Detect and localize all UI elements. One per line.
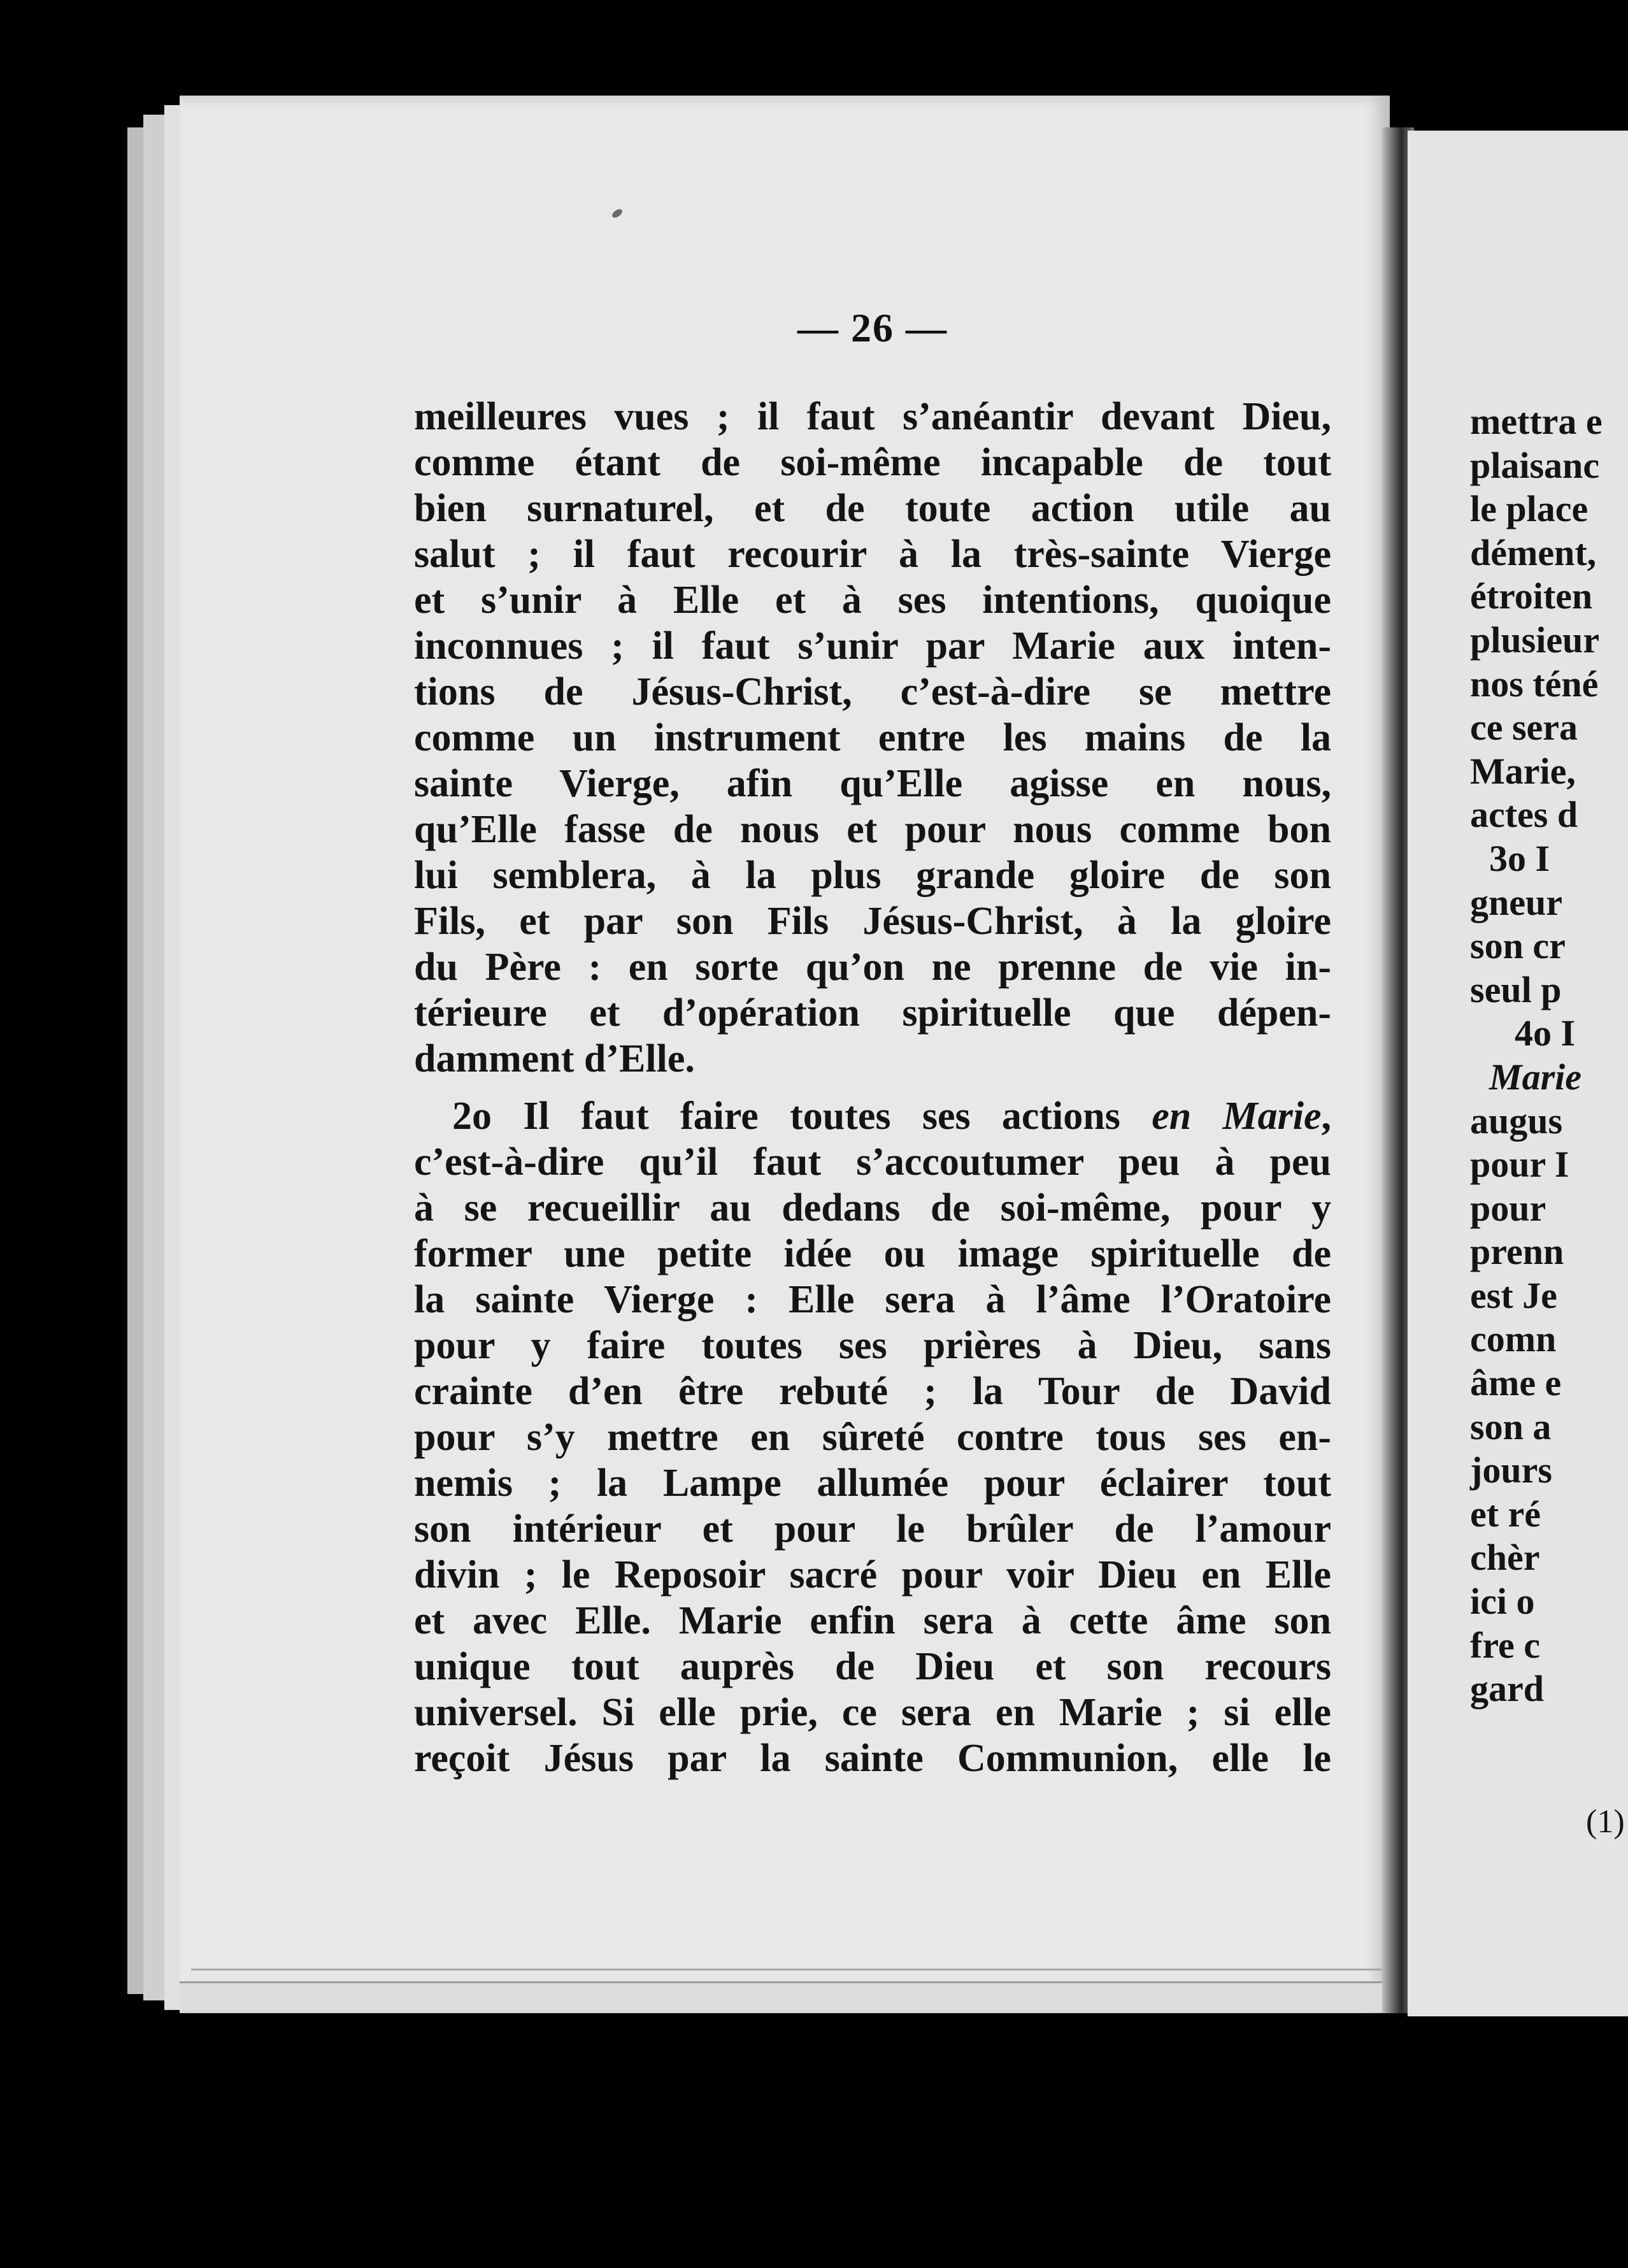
- paragraph-2-first-line: [414, 1093, 1331, 1139]
- truncated-text-line: prenn: [1470, 1231, 1564, 1273]
- text-line: comme un instrument entre les mains de la: [414, 716, 1331, 759]
- text-line: tions de Jésus-Christ, c’est-à-dire se mettre: [414, 670, 1331, 714]
- truncated-text-line: âme e: [1470, 1362, 1562, 1404]
- text-line: meilleures vues ; il faut s’anéantir devant Dieu,: [414, 395, 1331, 438]
- text-line: Fils, et par son Fils Jésus-Christ, à la gloire: [414, 900, 1331, 943]
- truncated-text-line: pour: [1470, 1187, 1546, 1229]
- page-number: — 26 —: [797, 305, 948, 350]
- text-line: bien surnaturel, et de toute action utile au: [414, 487, 1331, 530]
- truncated-text-line: gneur: [1470, 881, 1562, 923]
- truncated-text-line: nos téné: [1470, 663, 1599, 705]
- footnote-marker: (1): [1586, 1804, 1625, 1840]
- text-line: universel. Si elle prie, ce sera en Marie ; si elle: [414, 1691, 1331, 1734]
- text-line: nemis ; la Lampe allumée pour éclairer tout: [414, 1461, 1331, 1505]
- page-bottom-edge: [191, 1943, 1401, 1970]
- text-line: du Père : en sorte qu’on ne prenne de vie in-: [414, 945, 1331, 989]
- truncated-text-line: ce sera: [1470, 707, 1578, 749]
- truncated-text-line: jours: [1470, 1449, 1552, 1491]
- truncated-text-line: son cr: [1470, 925, 1566, 967]
- truncated-text-line: son a: [1470, 1405, 1552, 1447]
- page-bottom-edge: [180, 1981, 1403, 2012]
- right-page-body-text: [1470, 400, 1628, 1711]
- text-run: ,: [1321, 1095, 1331, 1138]
- truncated-text-line: dément,: [1470, 531, 1597, 573]
- truncated-text-line: est Je: [1470, 1274, 1557, 1316]
- truncated-text-line: comn: [1470, 1318, 1557, 1360]
- text-line: lui semblera, à la plus grande gloire de son: [414, 854, 1331, 897]
- text-line: damment d’Elle.: [414, 1037, 695, 1080]
- truncated-text-line: étroiten: [1470, 575, 1593, 617]
- truncated-text-line: actes d: [1470, 794, 1578, 836]
- truncated-text-line: chèr: [1470, 1537, 1540, 1579]
- text-line: c’est-à-dire qu’il faut s’accoutumer peu à peu: [414, 1140, 1331, 1184]
- text-line: et s’unir à Elle et à ses intentions, quoique: [414, 578, 1331, 622]
- text-line: pour y faire toutes ses prières à Dieu, sans: [414, 1324, 1331, 1367]
- truncated-text-line: plaisanc: [1470, 444, 1600, 486]
- text-run: 2o Il faut faire toutes ses actions: [452, 1095, 1152, 1138]
- truncated-text-line: plusieur: [1470, 619, 1600, 661]
- text-line: inconnues ; il faut s’unir par Marie aux inten-: [414, 624, 1331, 668]
- text-line: sainte Vierge, afin qu’Elle agisse en nous,: [414, 762, 1331, 805]
- italic-text-run: en Marie: [1152, 1095, 1322, 1138]
- truncated-text-line: ici o: [1470, 1581, 1535, 1623]
- truncated-text-line: pour I: [1470, 1144, 1569, 1186]
- text-line: et avec Elle. Marie enfin sera à cette âme son: [414, 1599, 1331, 1642]
- text-line: térieure et d’opération spirituelle que dépen-: [414, 991, 1331, 1035]
- truncated-text-line: fre c: [1470, 1624, 1540, 1666]
- text-line: son intérieur et pour le brûler de l’amour: [414, 1507, 1331, 1551]
- text-line: comme étant de soi-même incapable de tout: [414, 441, 1331, 484]
- truncated-text-line: mettra e: [1470, 401, 1603, 442]
- truncated-text-line: et ré: [1470, 1493, 1541, 1535]
- text-line: former une petite idée ou image spirituelle de: [414, 1232, 1331, 1275]
- text-line: à se recueillir au dedans de soi-même, pour y: [414, 1186, 1331, 1230]
- truncated-text-line: 4o I: [1515, 1012, 1576, 1054]
- truncated-text-line: Marie,: [1470, 750, 1576, 792]
- truncated-text-line: Marie: [1489, 1056, 1582, 1098]
- truncated-text-line: 3o I: [1489, 837, 1550, 879]
- text-line: reçoit Jésus par la sainte Communion, elle le: [414, 1737, 1331, 1780]
- text-line: qu’Elle fasse de nous et pour nous comme bon: [414, 808, 1331, 851]
- truncated-text-line: gard: [1470, 1668, 1544, 1710]
- text-line: salut ; il faut recourir à la très-sainte Vierge: [414, 533, 1331, 576]
- text-line: unique tout auprès de Dieu et son recours: [414, 1645, 1331, 1688]
- text-line: crainte d’en être rebuté ; la Tour de David: [414, 1370, 1331, 1413]
- left-page-body-text: [414, 394, 1331, 1781]
- text-line: la sainte Vierge : Elle sera à l’âme l’Oratoire: [414, 1278, 1331, 1321]
- text-line: divin ; le Reposoir sacré pour voir Dieu en Elle: [414, 1553, 1331, 1597]
- truncated-text-line: le place: [1470, 488, 1589, 530]
- truncated-text-line: seul p: [1470, 968, 1562, 1010]
- truncated-text-line: augus: [1470, 1100, 1563, 1142]
- text-line: pour s’y mettre en sûreté contre tous ses en-: [414, 1416, 1331, 1459]
